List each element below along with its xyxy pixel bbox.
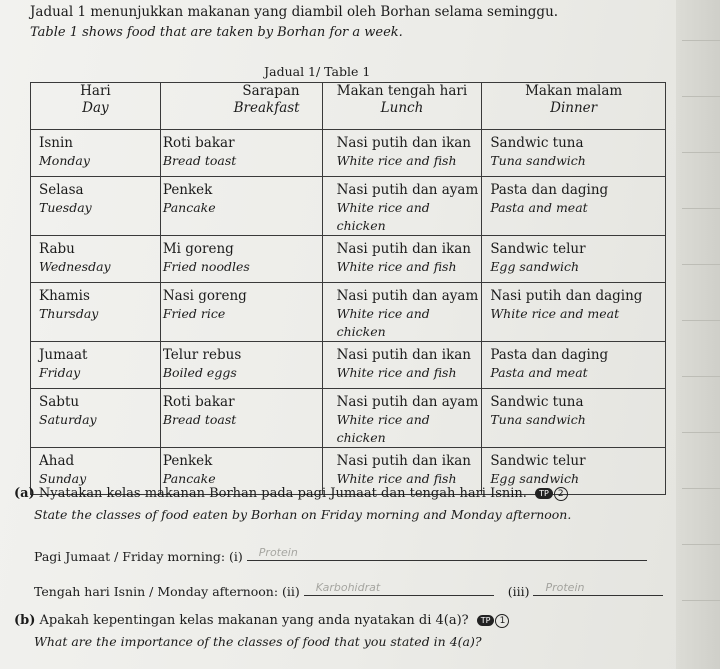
question-b-malay: [14, 613, 509, 628]
cell-english: Pasta and meat: [490, 365, 588, 380]
cell-malay: Selasa: [39, 182, 84, 198]
cell-malay: Nasi putih dan ayam: [336, 394, 479, 410]
cell-malay: Nasi goreng: [162, 288, 247, 304]
cell-english: Sunday: [39, 471, 87, 486]
question-b-english: What are the importance of the classes of food that you stated in 4(a)?: [34, 634, 482, 649]
cell-english: Fried noodles: [162, 259, 250, 274]
cell-malay: Sandwic tuna: [490, 394, 584, 410]
cell-english: White rice and chicken: [336, 200, 430, 233]
page-edge: [676, 0, 720, 669]
table-cell: [160, 177, 322, 236]
cell-english: Bread toast: [162, 412, 237, 427]
cell-malay: Rabu: [39, 241, 75, 257]
table-cell: [482, 342, 666, 389]
question-a-english: State the classes of food eaten by Borhan on Friday morning and Monday afternoon.: [34, 507, 572, 522]
cell-english: Wednesday: [39, 259, 111, 274]
cell-english: Pancake: [162, 200, 216, 215]
cell-malay: Nasi putih dan ayam: [336, 288, 479, 304]
table-cell: [482, 389, 666, 448]
cell-malay: Nasi putih dan ikan: [336, 347, 471, 363]
answer-iii-field[interactable]: [533, 581, 663, 596]
cell-english: Monday: [39, 153, 90, 168]
answer-ii-handwriting: Karbohidrat: [315, 581, 381, 594]
table-row: [31, 177, 666, 236]
table-cell: [31, 130, 161, 177]
cell-english: Thursday: [39, 306, 99, 321]
cell-malay: Nasi putih dan daging: [490, 288, 643, 304]
cell-malay: Isnin: [39, 135, 73, 151]
intro-english: Table 1 shows food that are taken by Borhan for a week.: [30, 25, 403, 40]
tp-level: 2: [554, 487, 568, 501]
table-row: [31, 130, 666, 177]
table-cell: [160, 342, 322, 389]
table-cell: [160, 236, 322, 283]
cell-english: White rice and chicken: [336, 412, 430, 445]
answer-line-i: [34, 546, 647, 564]
cell-english: Tuesday: [39, 200, 92, 215]
table-cell: [31, 236, 161, 283]
table-row: [31, 236, 666, 283]
cell-english: White rice and fish: [336, 365, 457, 380]
table-cell: [31, 342, 161, 389]
cell-english: Boiled eggs: [162, 365, 237, 380]
table-row: [31, 283, 666, 342]
table-cell: [482, 236, 666, 283]
cell-english: Egg sandwich: [490, 471, 580, 486]
table-cell: [322, 342, 482, 389]
answer-iii-handwriting: Protein: [545, 581, 585, 594]
header-day: Hari Day: [31, 83, 161, 130]
cell-english: Friday: [39, 365, 81, 380]
table-cell: [31, 177, 161, 236]
cell-english: White rice and fish: [336, 471, 457, 486]
table-caption: Jadual 1/ Table 1: [264, 64, 371, 79]
table-cell: [322, 130, 482, 177]
answer-line-ii-iii: [34, 581, 663, 599]
header-dinner: Makan malam Dinner: [482, 83, 666, 130]
cell-malay: Penkek: [162, 182, 213, 198]
cell-english: White rice and fish: [336, 259, 457, 274]
table-cell: [160, 283, 322, 342]
cell-malay: Roti bakar: [162, 394, 235, 410]
table-cell: [322, 236, 482, 283]
cell-malay: Jumaat: [39, 347, 88, 363]
cell-malay: Nasi putih dan ayam: [336, 182, 479, 198]
cell-malay: Nasi putih dan ikan: [336, 135, 471, 151]
food-table: [30, 64, 666, 495]
table-cell: [322, 389, 482, 448]
cell-malay: Roti bakar: [162, 135, 235, 151]
table-row: [31, 389, 666, 448]
table-cell: [482, 177, 666, 236]
cell-english: Egg sandwich: [490, 259, 580, 274]
table-row: [31, 342, 666, 389]
cell-malay: Sabtu: [39, 394, 80, 410]
table-cell: [31, 389, 161, 448]
cell-english: White rice and meat: [490, 306, 620, 321]
cell-malay: Pasta dan daging: [490, 182, 609, 198]
question-a-text: Nyatakan kelas makanan Borhan pada pagi Jumaat dan tengah hari Isnin.: [38, 486, 527, 501]
cell-english: Bread toast: [162, 153, 237, 168]
header-breakfast: Sarapan Breakfast: [160, 83, 322, 130]
answer-i-field[interactable]: [247, 546, 647, 561]
table-header-row: [31, 83, 666, 130]
table-cell: [160, 389, 322, 448]
intro-malay: Jadual 1 menunjukkan makanan yang diambil oleh Borhan selama seminggu.: [30, 4, 559, 20]
cell-malay: Khamis: [39, 288, 90, 304]
cell-english: White rice and fish: [336, 153, 457, 168]
cell-malay: Ahad: [39, 453, 75, 469]
table-body: [31, 130, 666, 495]
table-cell: [482, 283, 666, 342]
cell-english: Tuna sandwich: [490, 412, 586, 427]
table-cell: [160, 130, 322, 177]
answer-line-iii-label: (iii): [507, 584, 530, 599]
cell-malay: Sandwic tuna: [490, 135, 584, 151]
question-a-malay: [14, 486, 568, 501]
answer-line-i-label: Pagi Jumaat / Friday morning: (i): [34, 549, 243, 564]
cell-english: Pasta and meat: [490, 200, 588, 215]
cell-english: Fried rice: [162, 306, 226, 321]
cell-malay: Nasi putih dan ikan: [336, 241, 471, 257]
cell-malay: Nasi putih dan ikan: [336, 453, 471, 469]
cell-english: Saturday: [39, 412, 97, 427]
answer-i-handwriting: Protein: [258, 546, 298, 559]
answer-ii-field[interactable]: [304, 581, 494, 596]
cell-english: Tuna sandwich: [490, 153, 586, 168]
tp-level: 1: [495, 614, 509, 628]
question-a-label: (a): [14, 486, 35, 501]
answer-line-ii-label: Tengah hari Isnin / Monday afternoon: (ii): [34, 584, 300, 599]
header-lunch: Makan tengah hari Lunch: [322, 83, 482, 130]
tp-badge: TP: [477, 615, 495, 626]
cell-malay: Sandwic telur: [490, 241, 586, 257]
cell-malay: Sandwic telur: [490, 453, 586, 469]
cell-malay: Penkek: [162, 453, 213, 469]
tp-badge: TP: [535, 488, 553, 499]
table-cell: [31, 283, 161, 342]
cell-malay: Pasta dan daging: [490, 347, 609, 363]
question-b-text: Apakah kepentingan kelas makanan yang anda nyatakan di 4(a)?: [39, 613, 469, 628]
table-cell: [322, 283, 482, 342]
table-cell: [322, 177, 482, 236]
cell-malay: Telur rebus: [162, 347, 242, 363]
table-cell: [482, 130, 666, 177]
question-b-label: (b): [14, 613, 36, 628]
cell-english: White rice and chicken: [336, 306, 430, 339]
cell-english: Pancake: [162, 471, 216, 486]
cell-malay: Mi goreng: [162, 241, 234, 257]
